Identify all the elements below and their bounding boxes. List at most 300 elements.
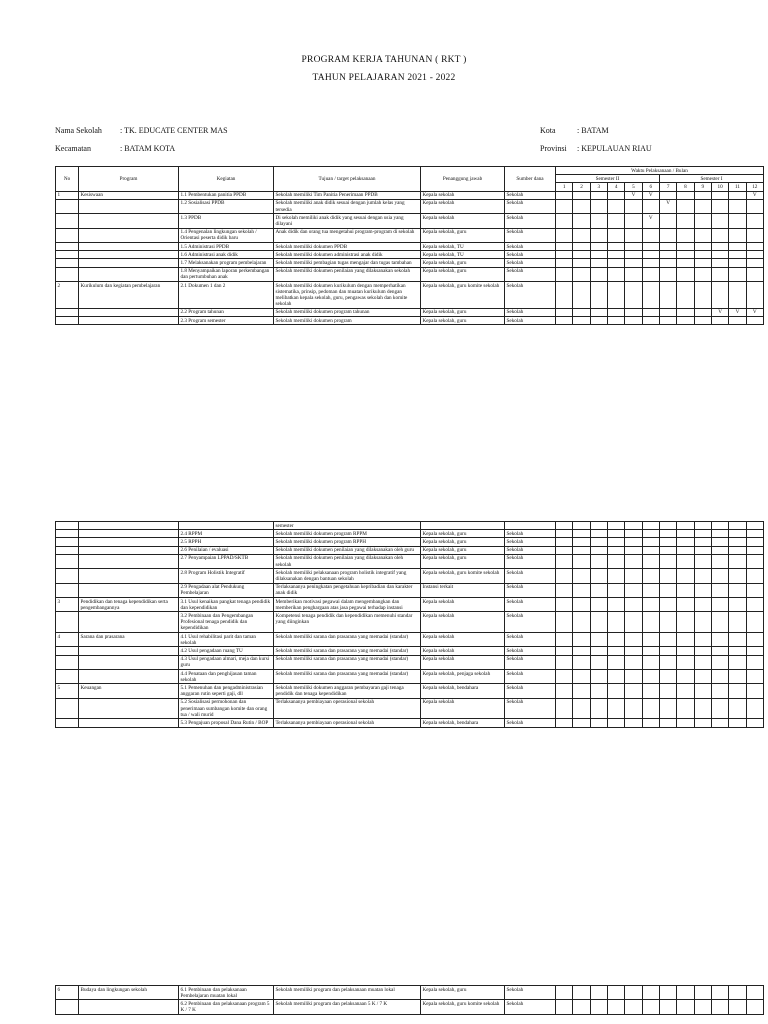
month-header: 8	[677, 183, 694, 191]
cell-penanggung-jawab: Kepala sekolah	[421, 598, 505, 612]
month-mark	[556, 698, 573, 719]
month-mark	[573, 308, 590, 316]
month-mark	[677, 251, 694, 259]
month-mark	[677, 583, 694, 597]
month-mark	[677, 538, 694, 546]
month-mark	[625, 655, 642, 669]
month-mark	[590, 243, 607, 251]
month-mark	[556, 546, 573, 554]
cell-program	[79, 308, 179, 316]
month-mark	[642, 569, 659, 583]
month-mark	[746, 583, 763, 597]
month-mark	[607, 317, 624, 325]
month-mark	[642, 282, 659, 309]
month-mark	[746, 530, 763, 538]
cell-no: 4	[56, 633, 79, 647]
cell-kegiatan: 2.5 RPPH	[179, 538, 274, 546]
cell-sumber-dana: Sekolah	[505, 670, 556, 684]
cell-sumber-dana: Sekolah	[505, 698, 556, 719]
month-mark	[711, 647, 728, 655]
month-mark	[590, 655, 607, 669]
cell-kegiatan: 4.1 Usul rehabilitasi parit dan taman sekolah	[179, 633, 274, 647]
cell-kegiatan: 2.7 Penyampaian LPPAD/SKTB	[179, 554, 274, 568]
cell-sumber-dana: Sekolah	[505, 612, 556, 633]
month-mark	[556, 684, 573, 698]
table-row	[56, 308, 764, 316]
cell-tujuan: Di sekolah memiliki anak didik yang sesuai dengan usia yang dilayani	[274, 214, 421, 228]
month-mark	[607, 583, 624, 597]
month-mark	[746, 546, 763, 554]
month-mark	[659, 598, 676, 612]
month-mark	[659, 569, 676, 583]
cell-sumber-dana: Sekolah	[505, 243, 556, 251]
month-mark	[729, 522, 746, 530]
month-mark	[625, 251, 642, 259]
month-header: 4	[607, 183, 624, 191]
cell-program: Kurikulum dan kegiatan pembelajaran	[79, 282, 179, 309]
month-mark	[573, 612, 590, 633]
month-mark	[659, 546, 676, 554]
nama-sekolah-label: Nama Sekolah	[55, 126, 102, 135]
month-mark	[694, 647, 711, 655]
month-mark	[711, 317, 728, 325]
col-header-penanggung-jawab: Penanggung jawab	[421, 167, 505, 192]
table-row	[56, 684, 764, 698]
cell-no	[56, 1000, 79, 1014]
month-mark	[746, 569, 763, 583]
month-mark	[556, 199, 573, 213]
month-mark	[556, 282, 573, 309]
month-mark	[729, 684, 746, 698]
month-mark	[642, 308, 659, 316]
cell-penanggung-jawab: Kepala sekolah	[421, 633, 505, 647]
cell-no	[56, 546, 79, 554]
month-mark	[607, 569, 624, 583]
cell-kegiatan: 2.3 Program semester	[179, 317, 274, 325]
month-mark: V	[746, 191, 763, 199]
month-mark	[556, 538, 573, 546]
month-mark	[556, 308, 573, 316]
program-table-page-2	[55, 521, 764, 728]
cell-penanggung-jawab: Kepala sekolah, guru	[421, 317, 505, 325]
month-mark	[694, 191, 711, 199]
nama-sekolah-value: : TK. EDUCATE CENTER MAS	[120, 126, 228, 135]
month-mark	[573, 569, 590, 583]
month-mark	[711, 986, 728, 1000]
month-mark	[625, 719, 642, 727]
month-mark: V	[659, 199, 676, 213]
month-mark	[607, 259, 624, 267]
month-mark	[556, 228, 573, 242]
cell-tujuan: Sekolah memiliki dokumen penilaian yang dilaksanakan oleh sekolah	[274, 554, 421, 568]
col-header-semester-1: Semester I	[659, 175, 763, 183]
month-mark	[711, 214, 728, 228]
month-mark	[729, 228, 746, 242]
month-mark	[625, 569, 642, 583]
cell-sumber-dana: Sekolah	[505, 228, 556, 242]
month-mark	[659, 633, 676, 647]
cell-penanggung-jawab: Kepala sekolah, guru	[421, 228, 505, 242]
cell-tujuan: Sekolah memiliki dokumen program RPPH	[274, 538, 421, 546]
month-mark	[677, 598, 694, 612]
month-mark: V	[642, 214, 659, 228]
cell-penanggung-jawab: Kepala sekolah, penjaga sekolah	[421, 670, 505, 684]
table-row	[56, 655, 764, 669]
month-mark	[694, 530, 711, 538]
month-mark	[694, 308, 711, 316]
month-mark	[677, 719, 694, 727]
month-mark	[659, 1000, 676, 1014]
cell-kegiatan: 2.2 Program tahunan	[179, 308, 274, 316]
month-mark	[642, 546, 659, 554]
cell-sumber-dana: Sekolah	[505, 1000, 556, 1014]
month-mark	[694, 228, 711, 242]
month-mark	[677, 986, 694, 1000]
month-mark	[694, 546, 711, 554]
cell-program	[79, 538, 179, 546]
month-mark	[642, 655, 659, 669]
month-mark	[625, 199, 642, 213]
month-mark	[590, 554, 607, 568]
month-mark	[573, 251, 590, 259]
col-header-tujuan: Tujuan / target pelaksanaan	[274, 167, 421, 192]
cell-penanggung-jawab: Kepala sekolah, bendahara	[421, 719, 505, 727]
month-mark	[677, 317, 694, 325]
month-mark	[711, 719, 728, 727]
cell-tujuan: Sekolah memiliki pembagian tugas mengajar dan tugas tambahan	[274, 259, 421, 267]
month-mark	[711, 191, 728, 199]
month-mark	[694, 251, 711, 259]
cell-no	[56, 569, 79, 583]
month-mark	[642, 698, 659, 719]
month-mark	[556, 530, 573, 538]
month-mark	[677, 522, 694, 530]
month-mark	[642, 1000, 659, 1014]
month-mark	[659, 684, 676, 698]
month-mark	[694, 259, 711, 267]
month-mark	[590, 191, 607, 199]
month-mark	[573, 684, 590, 698]
cell-penanggung-jawab: Instansi terkait	[421, 583, 505, 597]
cell-penanggung-jawab: Kepala sekolah, TU	[421, 243, 505, 251]
table-row	[56, 317, 764, 325]
month-mark	[556, 655, 573, 669]
cell-tujuan: Terlaksananya pembiayaan operasional sekolah	[274, 719, 421, 727]
cell-tujuan: Kompetensi tenaga pendidik dan kependidikan memenuhi standar yang diinginkan	[274, 612, 421, 633]
month-mark	[729, 191, 746, 199]
month-mark	[642, 259, 659, 267]
table-row	[56, 251, 764, 259]
month-mark	[711, 530, 728, 538]
month-mark	[729, 698, 746, 719]
cell-tujuan: Sekolah memiliki dokumen penilaian yang dilaksanakan oleh guru	[274, 546, 421, 554]
month-mark	[694, 684, 711, 698]
cell-sumber-dana: Sekolah	[505, 719, 556, 727]
cell-no	[56, 719, 79, 727]
month-mark	[746, 719, 763, 727]
month-mark	[659, 251, 676, 259]
month-mark	[746, 1000, 763, 1014]
cell-kegiatan: 4.3 Usul pengadaan almari, meja dan kursi guru	[179, 655, 274, 669]
month-mark	[607, 243, 624, 251]
month-mark	[556, 251, 573, 259]
month-mark	[556, 670, 573, 684]
cell-sumber-dana: Sekolah	[505, 986, 556, 1000]
month-mark: V	[625, 191, 642, 199]
cell-program: Budaya dan lingkungan sekolah	[79, 986, 179, 1000]
month-mark	[729, 554, 746, 568]
month-mark	[573, 554, 590, 568]
month-mark	[746, 243, 763, 251]
month-mark	[746, 259, 763, 267]
cell-program	[79, 214, 179, 228]
month-mark	[694, 598, 711, 612]
cell-sumber-dana: Sekolah	[505, 317, 556, 325]
cell-program: Keuangan	[79, 684, 179, 698]
col-header-program: Program	[79, 167, 179, 192]
month-mark	[746, 684, 763, 698]
month-mark	[659, 243, 676, 251]
month-mark	[573, 191, 590, 199]
month-mark	[729, 583, 746, 597]
month-mark	[677, 647, 694, 655]
cell-penanggung-jawab: Kepala sekolah, guru komite sekolah	[421, 569, 505, 583]
month-mark	[746, 647, 763, 655]
cell-no: 1	[56, 191, 79, 199]
cell-penanggung-jawab: Kepala sekolah, guru	[421, 259, 505, 267]
month-mark	[711, 1000, 728, 1014]
cell-program	[79, 1000, 179, 1014]
month-header: 7	[659, 183, 676, 191]
cell-no	[56, 554, 79, 568]
cell-penanggung-jawab: Kepala sekolah, guru komite sekolah	[421, 1000, 505, 1014]
cell-no	[56, 251, 79, 259]
cell-no: 2	[56, 282, 79, 309]
month-mark	[573, 598, 590, 612]
cell-no	[56, 655, 79, 669]
table-row	[56, 522, 764, 530]
month-mark	[746, 670, 763, 684]
month-mark	[677, 199, 694, 213]
table-row	[56, 267, 764, 281]
month-mark	[677, 655, 694, 669]
cell-program	[79, 698, 179, 719]
cell-no	[56, 214, 79, 228]
month-mark	[659, 538, 676, 546]
table-row	[56, 698, 764, 719]
cell-tujuan: Sekolah memiliki dokumen kurikulum dengan memperhatikan sistematika, prinsip, pedoman dan muatan kurikulum dengan melibatkan kepala sekolah, guru, pengawas sekolah dan komite sekolah	[274, 282, 421, 309]
month-mark	[573, 267, 590, 281]
month-mark	[625, 259, 642, 267]
table-row	[56, 546, 764, 554]
cell-penanggung-jawab: Kepala sekolah, guru komite sekolah	[421, 282, 505, 309]
month-mark	[711, 546, 728, 554]
month-mark	[625, 522, 642, 530]
month-mark	[590, 633, 607, 647]
month-mark	[607, 546, 624, 554]
month-mark	[607, 282, 624, 309]
month-mark	[694, 986, 711, 1000]
cell-program	[79, 267, 179, 281]
month-mark	[677, 670, 694, 684]
month-mark	[677, 214, 694, 228]
month-mark	[573, 1000, 590, 1014]
cell-tujuan: Sekolah memiliki sarana dan prasarana yang memadai (standar)	[274, 633, 421, 647]
month-mark	[729, 1000, 746, 1014]
month-mark	[625, 267, 642, 281]
month-mark	[642, 228, 659, 242]
month-mark	[607, 612, 624, 633]
cell-penanggung-jawab: Kepala sekolah	[421, 612, 505, 633]
month-mark	[729, 530, 746, 538]
month-mark	[694, 554, 711, 568]
month-mark	[694, 538, 711, 546]
month-mark	[677, 191, 694, 199]
month-mark	[694, 214, 711, 228]
month-mark	[573, 538, 590, 546]
cell-no	[56, 199, 79, 213]
month-mark	[590, 986, 607, 1000]
month-mark	[694, 569, 711, 583]
cell-sumber-dana: Sekolah	[505, 633, 556, 647]
month-mark	[556, 554, 573, 568]
month-mark	[729, 267, 746, 281]
month-mark	[677, 546, 694, 554]
month-mark	[556, 243, 573, 251]
month-mark	[711, 554, 728, 568]
month-mark	[642, 986, 659, 1000]
month-mark	[677, 243, 694, 251]
month-mark	[607, 598, 624, 612]
month-mark	[711, 684, 728, 698]
month-mark	[625, 598, 642, 612]
month-mark	[677, 267, 694, 281]
kota-label: Kota	[540, 126, 556, 135]
cell-sumber-dana: Sekolah	[505, 282, 556, 309]
month-mark	[694, 282, 711, 309]
month-mark	[642, 598, 659, 612]
table-row	[56, 538, 764, 546]
cell-sumber-dana: Sekolah	[505, 199, 556, 213]
month-mark	[590, 228, 607, 242]
cell-program	[79, 546, 179, 554]
month-mark	[625, 698, 642, 719]
cell-no: 3	[56, 598, 79, 612]
month-mark	[711, 583, 728, 597]
month-mark	[590, 719, 607, 727]
provinsi-value: : KEPULAUAN RIAU	[577, 144, 652, 153]
cell-kegiatan: 5.1 Pemenuhan dan pengadministrasian anggaran rutin seperti gaji, dll	[179, 684, 274, 698]
month-mark	[729, 538, 746, 546]
month-mark	[607, 530, 624, 538]
cell-penanggung-jawab: Kepala sekolah, guru	[421, 986, 505, 1000]
month-mark	[746, 317, 763, 325]
cell-program: Kesiswaan	[79, 191, 179, 199]
cell-no	[56, 583, 79, 597]
month-mark	[659, 554, 676, 568]
cell-tujuan: semester	[274, 522, 421, 530]
cell-sumber-dana: Sekolah	[505, 684, 556, 698]
month-header: 10	[711, 183, 728, 191]
document-subtitle: TAHUN PELAJARAN 2021 - 2022	[312, 73, 456, 83]
month-mark	[607, 554, 624, 568]
cell-program	[79, 251, 179, 259]
month-mark	[590, 538, 607, 546]
cell-no	[56, 538, 79, 546]
table-row	[56, 1000, 764, 1014]
cell-sumber-dana: Sekolah	[505, 267, 556, 281]
table-row	[56, 583, 764, 597]
month-mark	[590, 259, 607, 267]
cell-penanggung-jawab: Kepala sekolah, guru	[421, 308, 505, 316]
month-mark	[573, 228, 590, 242]
month-mark	[607, 655, 624, 669]
month-mark	[625, 538, 642, 546]
table-row	[56, 228, 764, 242]
month-mark	[556, 583, 573, 597]
month-mark: V	[642, 191, 659, 199]
cell-program	[79, 655, 179, 669]
month-mark	[573, 243, 590, 251]
month-mark	[659, 308, 676, 316]
month-mark	[590, 199, 607, 213]
month-mark	[659, 282, 676, 309]
month-mark	[659, 267, 676, 281]
month-mark	[729, 719, 746, 727]
month-mark	[659, 655, 676, 669]
month-mark	[590, 251, 607, 259]
cell-tujuan: Sekolah memiliki sarana dan prasarana yang memadai (standar)	[274, 647, 421, 655]
month-mark	[642, 583, 659, 597]
cell-kegiatan: 2.1 Dokumen 1 dan 2	[179, 282, 274, 309]
month-mark	[556, 1000, 573, 1014]
month-mark	[573, 986, 590, 1000]
month-header: 2	[573, 183, 590, 191]
month-mark	[729, 199, 746, 213]
table-row	[56, 554, 764, 568]
month-mark	[625, 583, 642, 597]
month-mark	[746, 598, 763, 612]
table-row	[56, 243, 764, 251]
cell-penanggung-jawab: Kepala sekolah	[421, 214, 505, 228]
table-row	[56, 670, 764, 684]
month-mark	[625, 986, 642, 1000]
month-mark	[746, 655, 763, 669]
month-mark	[694, 583, 711, 597]
kecamatan-value: : BATAM KOTA	[120, 144, 176, 153]
month-mark	[625, 554, 642, 568]
cell-no	[56, 647, 79, 655]
month-mark	[642, 243, 659, 251]
cell-program	[79, 612, 179, 633]
cell-tujuan: Sekolah memiliki sarana dan prasarana yang memadai (standar)	[274, 655, 421, 669]
month-mark	[607, 191, 624, 199]
month-mark	[590, 1000, 607, 1014]
month-header: 6	[642, 183, 659, 191]
month-mark	[659, 670, 676, 684]
cell-sumber-dana: Sekolah	[505, 598, 556, 612]
month-mark	[642, 554, 659, 568]
program-table-page-1	[55, 166, 764, 325]
cell-no	[56, 267, 79, 281]
month-mark	[573, 647, 590, 655]
cell-sumber-dana: Sekolah	[505, 214, 556, 228]
month-mark	[729, 251, 746, 259]
cell-tujuan: Sekolah memiliki program dan pelaksanaan muatan lokal	[274, 986, 421, 1000]
cell-tujuan: Terlaksananya peningkatan pengetahuan kepribadian dan karakter anak didik	[274, 583, 421, 597]
month-mark: V	[746, 308, 763, 316]
cell-kegiatan: 2.4 RPPM	[179, 530, 274, 538]
